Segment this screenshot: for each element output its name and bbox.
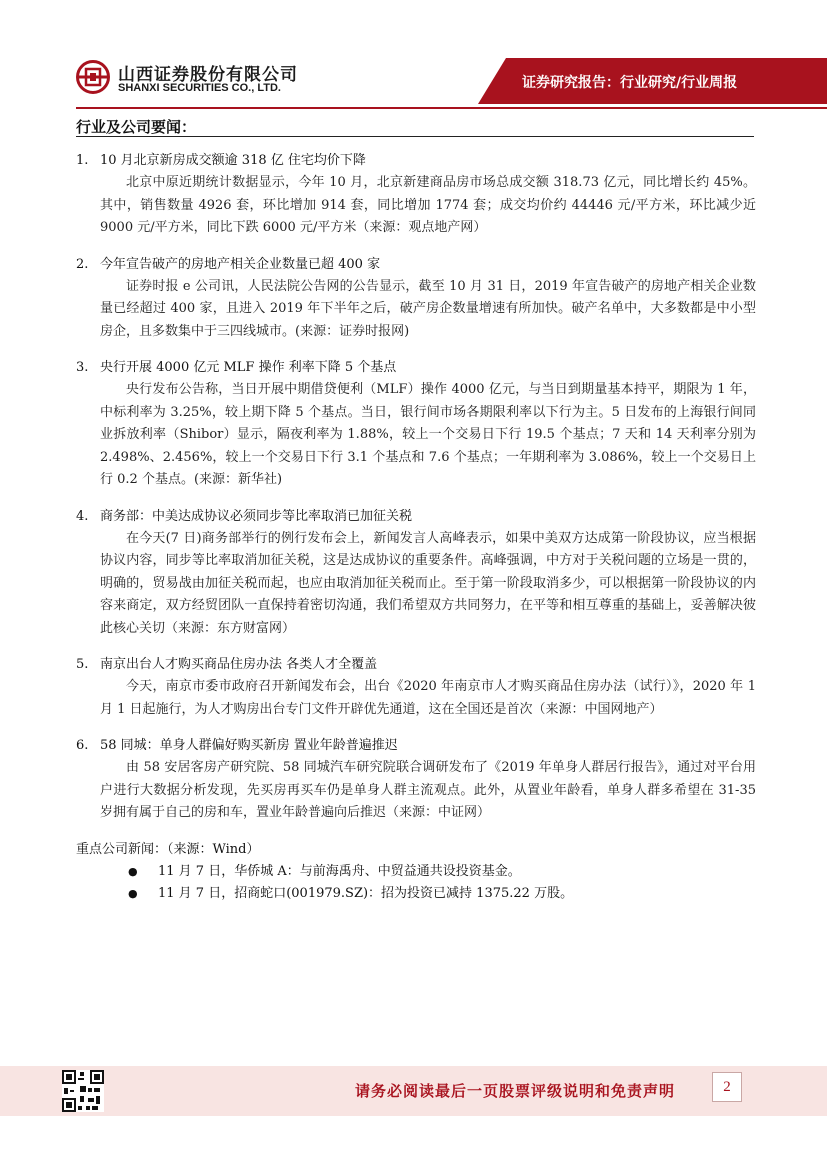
news-title: 今年宣告破产的房地产相关企业数量已超 400 家	[100, 256, 381, 272]
news-body: 在今天(7 日)商务部举行的例行发布会上，新闻发言人高峰表示，如果中美双方达成第一阶段协议，应当根据协议内容，同步等比率取消加征关税，这是达成协议的重要条件。高峰强调，中方对于关税问题的立场是一贯的，明确的，贸易战由加征关税而起，也应由取消加征关税而止。至于第一阶段取消多少，可以根据第一阶段协议的内容来商定，双方经贸团队一直保持着密切沟通，我们希望双方共同努力，在平等和相互尊重的基础上，妥善解决彼此核心关切（来源：东方财富网）	[100, 530, 756, 636]
page-header	[0, 0, 827, 108]
news-number: 1.	[76, 153, 89, 168]
news-body: 证券时报 e 公司讯，人民法院公告网的公告显示，截至 10 月 31 日，2019 年宣告破产的房地产相关企业数量已经超过 400 家，且进入 2019 年下半年之后，破产房企数量增速有所加快。破产名单中，大多数都是中小型房企，且多数集中于三四线城市。(来源：证券时报网)	[100, 278, 756, 339]
news-number: 5.	[76, 657, 89, 672]
bullet-icon: ●	[128, 864, 138, 878]
news-number: 2.	[76, 256, 89, 272]
news-item	[76, 735, 756, 825]
news-item	[76, 506, 756, 641]
news-title: 商务部：中美达成协议必须同步等比率取消已加征关税	[100, 508, 413, 524]
news-body: 今天，南京市委市政府召开新闻发布会，出台《2020 年南京市人才购买商品住房办法（试行）》，2020 年 1 月 1 日起施行，为人才购房出台专门文件开辟优先通道，这在全国还是首次（来源：中国网地产）	[100, 679, 756, 717]
section-divider	[76, 136, 754, 137]
company-news-text: 11 月 7 日，华侨城 A：与前海禹舟、中贸益通共设投资基金。	[158, 863, 521, 879]
header-divider	[76, 107, 827, 109]
company-news-heading: 重点公司新闻：（来源：Wind）	[76, 841, 260, 857]
news-title: 10 月北京新房成交额逾 318 亿 住宅均价下降	[100, 153, 366, 168]
company-name-en: SHANXI SECURITIES CO., LTD.	[118, 82, 281, 94]
company-logo-icon	[76, 60, 110, 94]
news-body: 由 58 安居客房产研究院、58 同城汽车研究院联合调研发布了《2019 年单身人群居行报告》，通过对平台用户进行大数据分析发现，先买房再买车仍是单身人群主流观点。此外，从置业年龄看，单身人群多希望在 31-35 岁拥有属于自己的房和车，置业年龄普遍向后推迟（来源：中证网）	[100, 760, 756, 820]
company-name-cn: 山西证券股份有限公司	[118, 65, 298, 85]
page-number: 2	[712, 1072, 742, 1102]
news-body: 北京中原近期统计数据显示，今年 10 月，北京新建商品房市场总成交额 318.73 亿元，同比增长约 45%。其中，销售数量 4926 套，环比增加 914 套，同比增加 1774 套；成交均价约 44446 元/平方米，环比减少近 9000 元/平方米，同比下跌 6000 元/平方米（来源：观点地产网）	[100, 175, 756, 235]
company-news-text: 11 月 7 日，招商蛇口(001979.SZ)：招为投资已减持 1375.22 万股。	[158, 885, 574, 901]
news-title: 央行开展 4000 亿元 MLF 操作 利率下降 5 个基点	[100, 360, 397, 375]
news-title: 58 同城：单身人群偏好购买新房 置业年龄普遍推迟	[100, 738, 398, 753]
report-type-label: 证券研究报告：行业研究/行业周报	[522, 75, 738, 91]
qr-code-icon	[62, 1070, 104, 1112]
news-item	[76, 254, 756, 344]
news-body: 央行发布公告称，当日开展中期借贷便利（MLF）操作 4000 亿元，与当日到期量基本持平，期限为 1 年，中标利率为 3.25%，较上期下降 5 个基点。当日，银行间市场各期限利率以下行为主。5 日发布的上海银行间同业拆放利率（Shibor）显示，隔夜利率为 1.88%，较上一个交易日下行 19.5 个基点；7 天和 14 天利率分别为 2.498%、2.456%，较上一个交易日下行 3.1 个基点和 7.6 个基点；一年期利率为 3.086%，较上一个交易日上行 0.2 个基点。(来源：新华社)	[100, 382, 756, 487]
section-title: 行业及公司要闻：	[76, 118, 197, 136]
news-item	[76, 357, 756, 492]
list-item	[128, 883, 756, 905]
news-item	[76, 150, 756, 240]
news-item	[76, 654, 756, 721]
news-number: 6.	[76, 738, 89, 753]
list-item	[128, 861, 756, 883]
news-number: 4.	[76, 508, 89, 524]
footer-disclaimer: 请务必阅读最后一页股票评级说明和免责声明	[355, 1082, 676, 1100]
bullet-icon: ●	[128, 886, 138, 900]
news-content	[76, 150, 756, 905]
news-title: 南京出台人才购买商品住房办法 各类人才全覆盖	[100, 657, 378, 672]
news-number: 3.	[76, 360, 89, 375]
company-news-section	[76, 839, 756, 905]
